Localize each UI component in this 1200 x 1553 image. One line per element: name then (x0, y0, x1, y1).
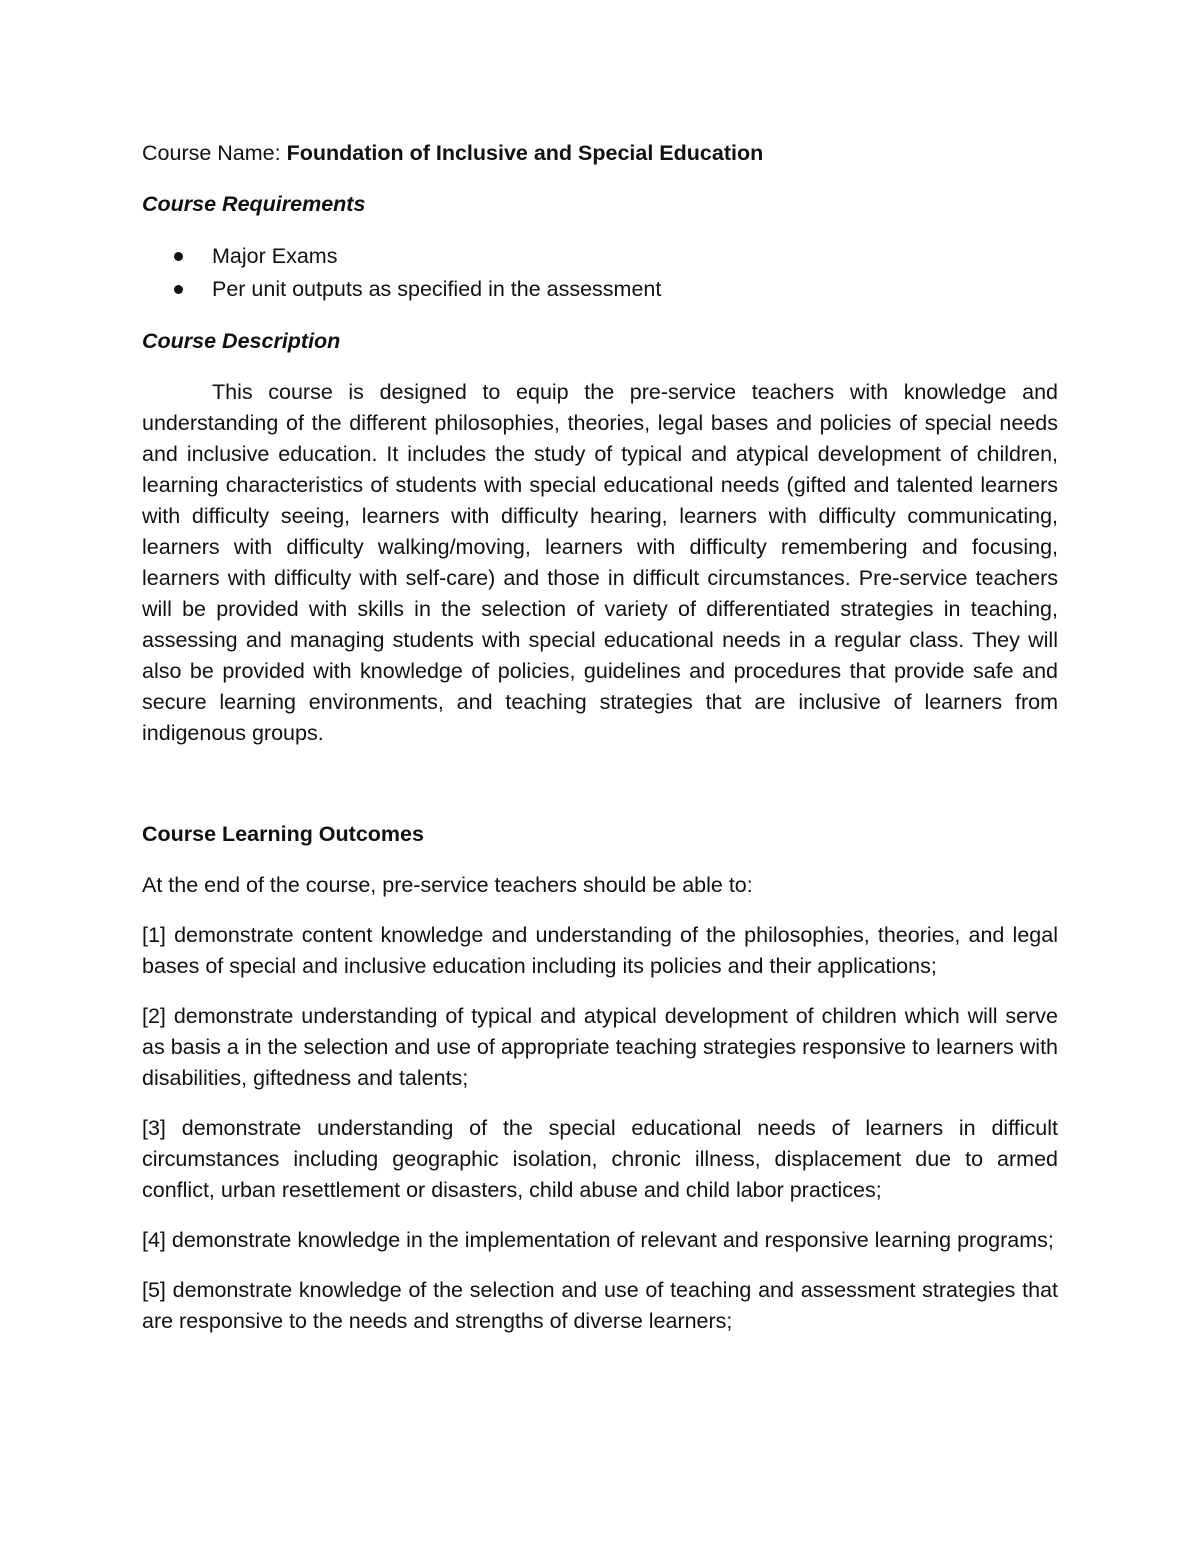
outcomes-heading: Course Learning Outcomes (142, 822, 424, 846)
bullet-icon (174, 252, 183, 261)
bullet-icon (174, 285, 183, 294)
description-paragraph: This course is designed to equip the pre-service teachers with knowledge and understanding of the different philosophies, theories, legal bases and policies of special needs and inclusive education. It includes the study of typical and atypical development of children, learning characteristics of students with special educational needs (gifted and talented learners with difficulty seeing, learners with difficulty hearing, learners with difficulty communicating, learners with difficulty walking/moving, learners with difficulty remembering and focusing, learners with difficulty with self-care) and those in difficult circumstances. Pre-service teachers will be provided with skills in the selection of variety of differentiated strategies in teaching, assessing and managing students with special educational needs in a regular class. They will also be provided with knowledge of policies, guidelines and procedures that provide safe and secure learning environments, and teaching strategies that are inclusive of learners from indigenous groups. (142, 380, 1058, 745)
requirements-heading: Course Requirements (142, 192, 366, 216)
list-item (142, 240, 1058, 273)
description-heading: Course Description (142, 329, 341, 353)
requirement-text: Major Exams (212, 244, 338, 268)
outcomes-intro: At the end of the course, pre-service teachers should be able to: (142, 873, 753, 897)
requirements-list (142, 240, 1058, 306)
requirement-text: Per unit outputs as specified in the assessment (212, 277, 662, 301)
outcome-item: [4] demonstrate knowledge in the implementation of relevant and responsive learning programs; (142, 1228, 1054, 1252)
outcome-item: [2] demonstrate understanding of typical and atypical development of children which will serve as basis a in the selection and use of appropriate teaching strategies responsive to learners with disabilities, giftedness and talents; (142, 1004, 1058, 1090)
course-name-line (142, 138, 1058, 169)
outcome-item: [1] demonstrate content knowledge and understanding of the philosophies, theories, and legal bases of special and inclusive education including its policies and their applications; (142, 923, 1058, 978)
course-name-value: Foundation of Inclusive and Special Education (286, 141, 764, 165)
outcome-item: [3] demonstrate understanding of the special educational needs of learners in difficult circumstances including geographic isolation, chronic illness, displacement due to armed conflict, urban resettlement or disasters, child abuse and child labor practices; (142, 1116, 1058, 1202)
course-name-label: Course Name: (142, 141, 281, 165)
list-item (142, 273, 1058, 306)
document-page (142, 138, 1058, 1356)
outcome-item: [5] demonstrate knowledge of the selection and use of teaching and assessment strategies that are responsive to the needs and strengths of diverse learners; (142, 1278, 1058, 1333)
section-spacer (142, 749, 1058, 819)
